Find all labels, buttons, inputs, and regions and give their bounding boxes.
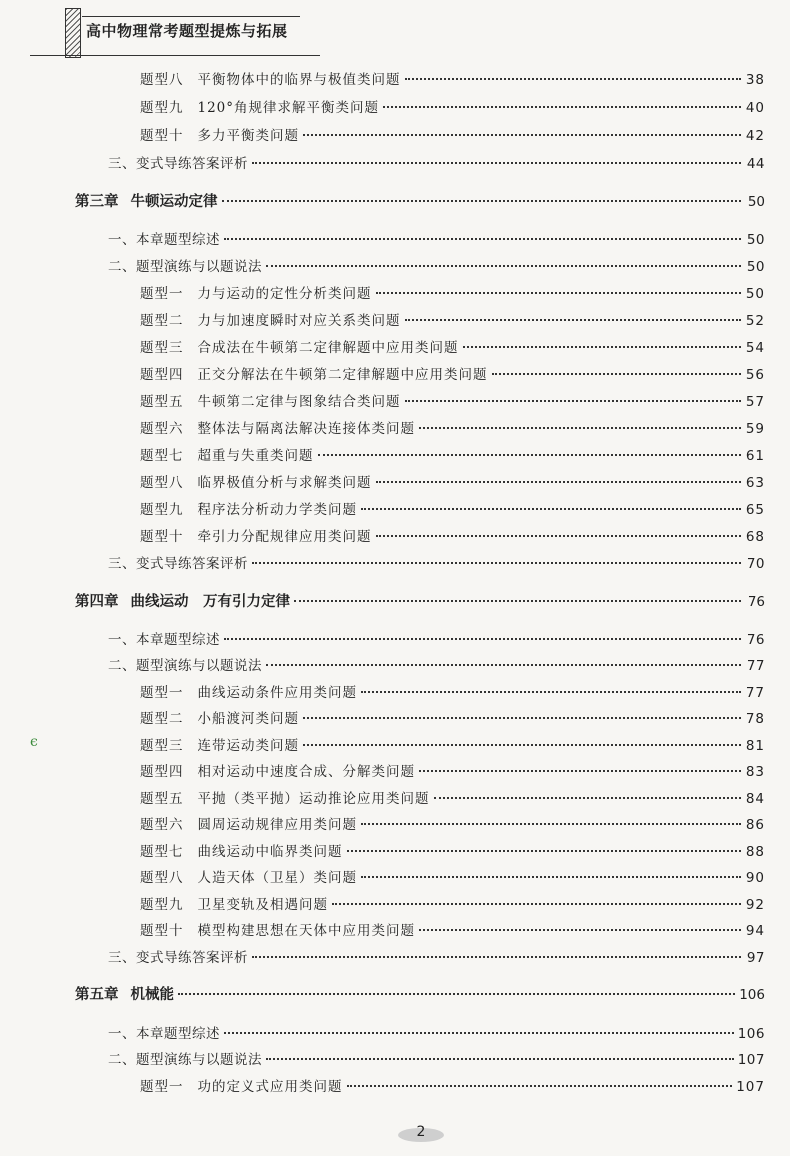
toc-entry-label bbox=[140, 707, 299, 731]
toc-entry-page: 92 bbox=[745, 897, 765, 913]
toc-entry-label bbox=[140, 919, 415, 943]
toc-entry-page: 56 bbox=[745, 367, 765, 383]
toc-entry-type bbox=[140, 734, 765, 758]
toc-leader-dots bbox=[224, 1032, 734, 1034]
toc-entry-code: 题型十 bbox=[140, 529, 184, 545]
toc-leader-dots bbox=[492, 373, 742, 375]
toc-entry-label bbox=[108, 152, 248, 176]
toc-entry-label bbox=[108, 552, 248, 576]
toc-entry-title: 功的定义式应用类问题 bbox=[197, 1079, 343, 1095]
toc-entry-code: 题型六 bbox=[140, 817, 184, 833]
toc-entry-page: 40 bbox=[745, 100, 765, 116]
toc-leader-dots bbox=[178, 993, 735, 995]
toc-entry-title: 机械能 bbox=[130, 986, 174, 1003]
toc-leader-dots bbox=[347, 1085, 733, 1087]
toc-entry-label bbox=[108, 1022, 220, 1046]
toc-leader-dots bbox=[266, 265, 741, 267]
toc-entry-label bbox=[140, 760, 415, 784]
toc-entry-label bbox=[140, 124, 299, 148]
toc-entry-type bbox=[140, 417, 765, 441]
toc-entry-code: 题型五 bbox=[140, 394, 184, 410]
toc-entry-code: 题型九 bbox=[140, 897, 184, 913]
toc-leader-dots bbox=[252, 956, 741, 958]
toc-leader-dots bbox=[266, 1058, 734, 1060]
toc-entry-type bbox=[140, 893, 765, 917]
toc-entry-title: 相对运动中速度合成、分解类问题 bbox=[197, 764, 415, 780]
book-title: 高中物理常考题型提炼与拓展 bbox=[86, 22, 288, 40]
toc-entry-page: 57 bbox=[745, 394, 765, 410]
toc-entry-label bbox=[108, 1048, 262, 1072]
toc-entry-type bbox=[140, 363, 765, 387]
toc-entry-code: 题型八 bbox=[140, 72, 184, 88]
toc-entry-chapter bbox=[75, 190, 765, 214]
toc-entry-page: 78 bbox=[745, 711, 765, 727]
toc-entry-type bbox=[140, 707, 765, 731]
toc-entry-title: 平衡物体中的临界与极值类问题 bbox=[197, 72, 401, 88]
toc-entry-page: 77 bbox=[745, 685, 765, 701]
toc-entry-code: 题型九 bbox=[140, 100, 184, 116]
green-mark-icon: ϵ bbox=[30, 734, 38, 750]
toc-entry-title: 120°角规律求解平衡类问题 bbox=[197, 100, 380, 116]
toc-entry-page: 88 bbox=[745, 844, 765, 860]
toc-entry-label bbox=[140, 525, 372, 549]
toc-leader-dots bbox=[434, 797, 742, 799]
toc-entry-code: 题型一 bbox=[140, 685, 184, 701]
toc-entry-title: 圆周运动规律应用类问题 bbox=[197, 817, 357, 833]
toc-entry-label bbox=[140, 336, 459, 360]
toc-entry-label bbox=[140, 734, 299, 758]
toc-entry-code: 题型四 bbox=[140, 367, 184, 383]
toc-entry-type bbox=[140, 1075, 765, 1099]
toc-entry-code: 第五章 bbox=[75, 986, 119, 1003]
toc-entry-title: 力与加速度瞬时对应关系类问题 bbox=[197, 313, 401, 329]
toc-leader-dots bbox=[361, 823, 741, 825]
toc-entry-title: 程序法分析动力学类问题 bbox=[197, 502, 357, 518]
toc-entry-page: 97 bbox=[746, 950, 765, 966]
toc-entry-page: 76 bbox=[747, 594, 765, 610]
toc-leader-dots bbox=[303, 744, 741, 746]
toc-entry-title: 二、题型演练与以题说法 bbox=[108, 658, 262, 674]
toc-entry-page: 77 bbox=[746, 658, 765, 674]
toc-entry-label bbox=[140, 417, 415, 441]
toc-entry-page: 76 bbox=[746, 632, 765, 648]
toc-entry-label bbox=[140, 681, 357, 705]
toc-entry-page: 38 bbox=[745, 72, 765, 88]
toc-entry-code: 题型六 bbox=[140, 421, 184, 437]
toc-entry-title: 曲线运动 万有引力定律 bbox=[130, 593, 290, 610]
toc-leader-dots bbox=[222, 200, 742, 202]
toc-entry-title: 卫星变轨及相遇问题 bbox=[197, 897, 328, 913]
toc-entry-title: 连带运动类问题 bbox=[197, 738, 299, 754]
toc-entry-label bbox=[140, 309, 401, 333]
toc-leader-dots bbox=[303, 717, 741, 719]
toc-entry-type bbox=[140, 498, 765, 522]
toc-entry-section bbox=[108, 1048, 765, 1072]
toc-entry-title: 整体法与隔离法解决连接体类问题 bbox=[197, 421, 415, 437]
toc-entry-code: 题型九 bbox=[140, 502, 184, 518]
toc-leader-dots bbox=[361, 691, 741, 693]
toc-entry-code: 第四章 bbox=[75, 593, 119, 610]
toc-entry-label bbox=[140, 498, 357, 522]
toc-leader-dots bbox=[361, 876, 741, 878]
toc-entry-title: 多力平衡类问题 bbox=[197, 128, 299, 144]
toc-entry-type bbox=[140, 68, 765, 92]
toc-entry-page: 61 bbox=[745, 448, 765, 464]
toc-entry-page: 42 bbox=[745, 128, 765, 144]
toc-entry-section bbox=[108, 152, 765, 176]
toc-entry-type bbox=[140, 124, 765, 148]
toc-leader-dots bbox=[318, 454, 742, 456]
page-number: 2 bbox=[416, 1124, 426, 1140]
toc-entry-section bbox=[108, 628, 765, 652]
toc-entry-section bbox=[108, 946, 765, 970]
toc-entry-page: 44 bbox=[746, 156, 765, 172]
toc-entry-title: 三、变式导练答案评析 bbox=[108, 156, 248, 172]
toc-entry-page: 106 bbox=[739, 987, 765, 1003]
toc-entry-code: 题型三 bbox=[140, 340, 184, 356]
toc-entry-label bbox=[140, 390, 401, 414]
toc-entry-title: 曲线运动条件应用类问题 bbox=[197, 685, 357, 701]
toc-entry-page: 106 bbox=[737, 1026, 765, 1042]
toc-entry-title: 小船渡河类问题 bbox=[197, 711, 299, 727]
toc-entry-page: 86 bbox=[745, 817, 765, 833]
toc-entry-code: 题型十 bbox=[140, 128, 184, 144]
toc-entry-page: 94 bbox=[745, 923, 765, 939]
toc-entry-page: 50 bbox=[746, 232, 765, 248]
toc-entry-title: 正交分解法在牛顿第二定律解题中应用类问题 bbox=[197, 367, 488, 383]
toc-entry-section bbox=[108, 1022, 765, 1046]
toc-entry-section bbox=[108, 552, 765, 576]
toc-leader-dots bbox=[361, 508, 741, 510]
toc-leader-dots bbox=[376, 481, 742, 483]
toc-entry-page: 50 bbox=[745, 286, 765, 302]
toc-leader-dots bbox=[303, 134, 741, 136]
toc-entry-chapter bbox=[75, 983, 765, 1007]
toc-entry-code: 题型二 bbox=[140, 711, 184, 727]
toc-entry-type bbox=[140, 309, 765, 333]
toc-entry-type bbox=[140, 813, 765, 837]
toc-entry-label bbox=[108, 255, 262, 279]
toc-leader-dots bbox=[224, 238, 741, 240]
toc-entry-title: 曲线运动中临界类问题 bbox=[197, 844, 343, 860]
toc-entry-title: 二、题型演练与以题说法 bbox=[108, 1052, 262, 1068]
toc-entry-title: 一、本章题型综述 bbox=[108, 232, 220, 248]
toc-entry-title: 三、变式导练答案评析 bbox=[108, 950, 248, 966]
toc-entry-code: 题型一 bbox=[140, 286, 184, 302]
toc-entry-title: 牛顿运动定律 bbox=[130, 193, 218, 210]
toc-entry-code: 题型三 bbox=[140, 738, 184, 754]
toc-entry-type bbox=[140, 390, 765, 414]
toc-entry-section bbox=[108, 654, 765, 678]
toc-entry-type bbox=[140, 787, 765, 811]
toc-entry-page: 107 bbox=[736, 1079, 765, 1095]
toc-entry-type bbox=[140, 525, 765, 549]
toc-entry-label bbox=[140, 1075, 343, 1099]
toc-leader-dots bbox=[376, 292, 742, 294]
toc-entry-title: 临界极值分析与求解类问题 bbox=[197, 475, 372, 491]
toc-entry-label bbox=[140, 444, 314, 468]
toc-entry-label bbox=[140, 68, 401, 92]
toc-leader-dots bbox=[405, 319, 742, 321]
toc-entry-type bbox=[140, 336, 765, 360]
toc-entry-title: 二、题型演练与以题说法 bbox=[108, 259, 262, 275]
toc-entry-page: 107 bbox=[737, 1052, 765, 1068]
toc-entry-type bbox=[140, 444, 765, 468]
toc-leader-dots bbox=[376, 535, 742, 537]
toc-entry-code: 题型一 bbox=[140, 1079, 184, 1095]
toc-entry-title: 超重与失重类问题 bbox=[197, 448, 314, 464]
toc-entry-title: 一、本章题型综述 bbox=[108, 632, 220, 648]
toc-entry-label bbox=[140, 866, 357, 890]
toc-entry-page: 81 bbox=[745, 738, 765, 754]
toc-entry-label bbox=[140, 282, 372, 306]
toc-entry-label bbox=[140, 813, 357, 837]
header-rule-top bbox=[82, 16, 300, 17]
toc-entry-label bbox=[140, 787, 430, 811]
toc-leader-dots bbox=[347, 850, 742, 852]
toc-entry-label bbox=[140, 471, 372, 495]
toc-entry-code: 题型五 bbox=[140, 791, 184, 807]
toc-entry-code: 题型七 bbox=[140, 844, 184, 860]
toc-leader-dots bbox=[294, 600, 741, 602]
toc-entry-page: 84 bbox=[745, 791, 765, 807]
toc-entry-code: 题型七 bbox=[140, 448, 184, 464]
toc-entry-label bbox=[75, 190, 218, 214]
toc-entry-label bbox=[108, 946, 248, 970]
toc-entry-type bbox=[140, 840, 765, 864]
toc-entry-type bbox=[140, 866, 765, 890]
toc-entry-title: 一、本章题型综述 bbox=[108, 1026, 220, 1042]
toc-entry-code: 题型八 bbox=[140, 870, 184, 886]
toc-entry-code: 题型八 bbox=[140, 475, 184, 491]
toc-entry-code: 第三章 bbox=[75, 193, 119, 210]
toc-entry-title: 合成法在牛顿第二定律解题中应用类问题 bbox=[197, 340, 459, 356]
toc-leader-dots bbox=[224, 638, 741, 640]
toc-entry-label bbox=[140, 363, 488, 387]
toc-leader-dots bbox=[419, 427, 741, 429]
toc-entry-title: 平抛（类平抛）运动推论应用类问题 bbox=[197, 791, 430, 807]
toc-leader-dots bbox=[383, 106, 741, 108]
toc-leader-dots bbox=[405, 400, 742, 402]
toc-entry-label bbox=[140, 96, 379, 120]
toc-leader-dots bbox=[252, 162, 741, 164]
toc-entry-type bbox=[140, 681, 765, 705]
toc-leader-dots bbox=[266, 664, 741, 666]
toc-entry-chapter bbox=[75, 590, 765, 614]
toc-entry-label bbox=[108, 628, 220, 652]
toc-entry-label bbox=[140, 893, 328, 917]
toc-leader-dots bbox=[419, 929, 741, 931]
toc-entry-code: 题型十 bbox=[140, 923, 184, 939]
header-rule-bottom bbox=[30, 55, 320, 56]
toc-entry-page: 68 bbox=[745, 529, 765, 545]
toc-entry-title: 模型构建思想在天体中应用类问题 bbox=[197, 923, 415, 939]
toc-entry-page: 65 bbox=[745, 502, 765, 518]
toc-entry-page: 54 bbox=[745, 340, 765, 356]
toc-entry-label bbox=[108, 654, 262, 678]
toc-leader-dots bbox=[463, 346, 742, 348]
toc-entry-label bbox=[108, 228, 220, 252]
toc-entry-title: 人造天体（卫星）类问题 bbox=[197, 870, 357, 886]
toc-entry-section bbox=[108, 255, 765, 279]
toc-entry-type bbox=[140, 282, 765, 306]
toc-entry-page: 70 bbox=[746, 556, 765, 572]
toc-leader-dots bbox=[332, 903, 741, 905]
toc-entry-title: 牛顿第二定律与图象结合类问题 bbox=[197, 394, 401, 410]
toc-entry-page: 52 bbox=[745, 313, 765, 329]
toc-entry-code: 题型四 bbox=[140, 764, 184, 780]
toc-entry-page: 50 bbox=[747, 194, 765, 210]
toc-entry-label bbox=[75, 590, 290, 614]
toc-entry-type bbox=[140, 760, 765, 784]
toc-entry-type bbox=[140, 471, 765, 495]
toc-entry-type bbox=[140, 919, 765, 943]
toc-entry-page: 90 bbox=[745, 870, 765, 886]
toc-entry-page: 59 bbox=[745, 421, 765, 437]
header-hatch-decoration bbox=[65, 8, 81, 58]
toc-entry-type bbox=[140, 96, 765, 120]
toc-entry-page: 83 bbox=[745, 764, 765, 780]
toc-entry-page: 50 bbox=[746, 259, 765, 275]
toc-entry-title: 力与运动的定性分析类问题 bbox=[197, 286, 372, 302]
page-footer bbox=[398, 1124, 444, 1146]
toc-entry-title: 牵引力分配规律应用类问题 bbox=[197, 529, 372, 545]
toc-entry-title: 三、变式导练答案评析 bbox=[108, 556, 248, 572]
toc-leader-dots bbox=[405, 78, 742, 80]
toc-entry-section bbox=[108, 228, 765, 252]
toc-entry-label bbox=[75, 983, 174, 1007]
running-header bbox=[0, 0, 790, 60]
toc-entry-label bbox=[140, 840, 343, 864]
toc-leader-dots bbox=[419, 770, 741, 772]
toc-entry-page: 63 bbox=[745, 475, 765, 491]
toc-leader-dots bbox=[252, 562, 741, 564]
toc-entry-code: 题型二 bbox=[140, 313, 184, 329]
